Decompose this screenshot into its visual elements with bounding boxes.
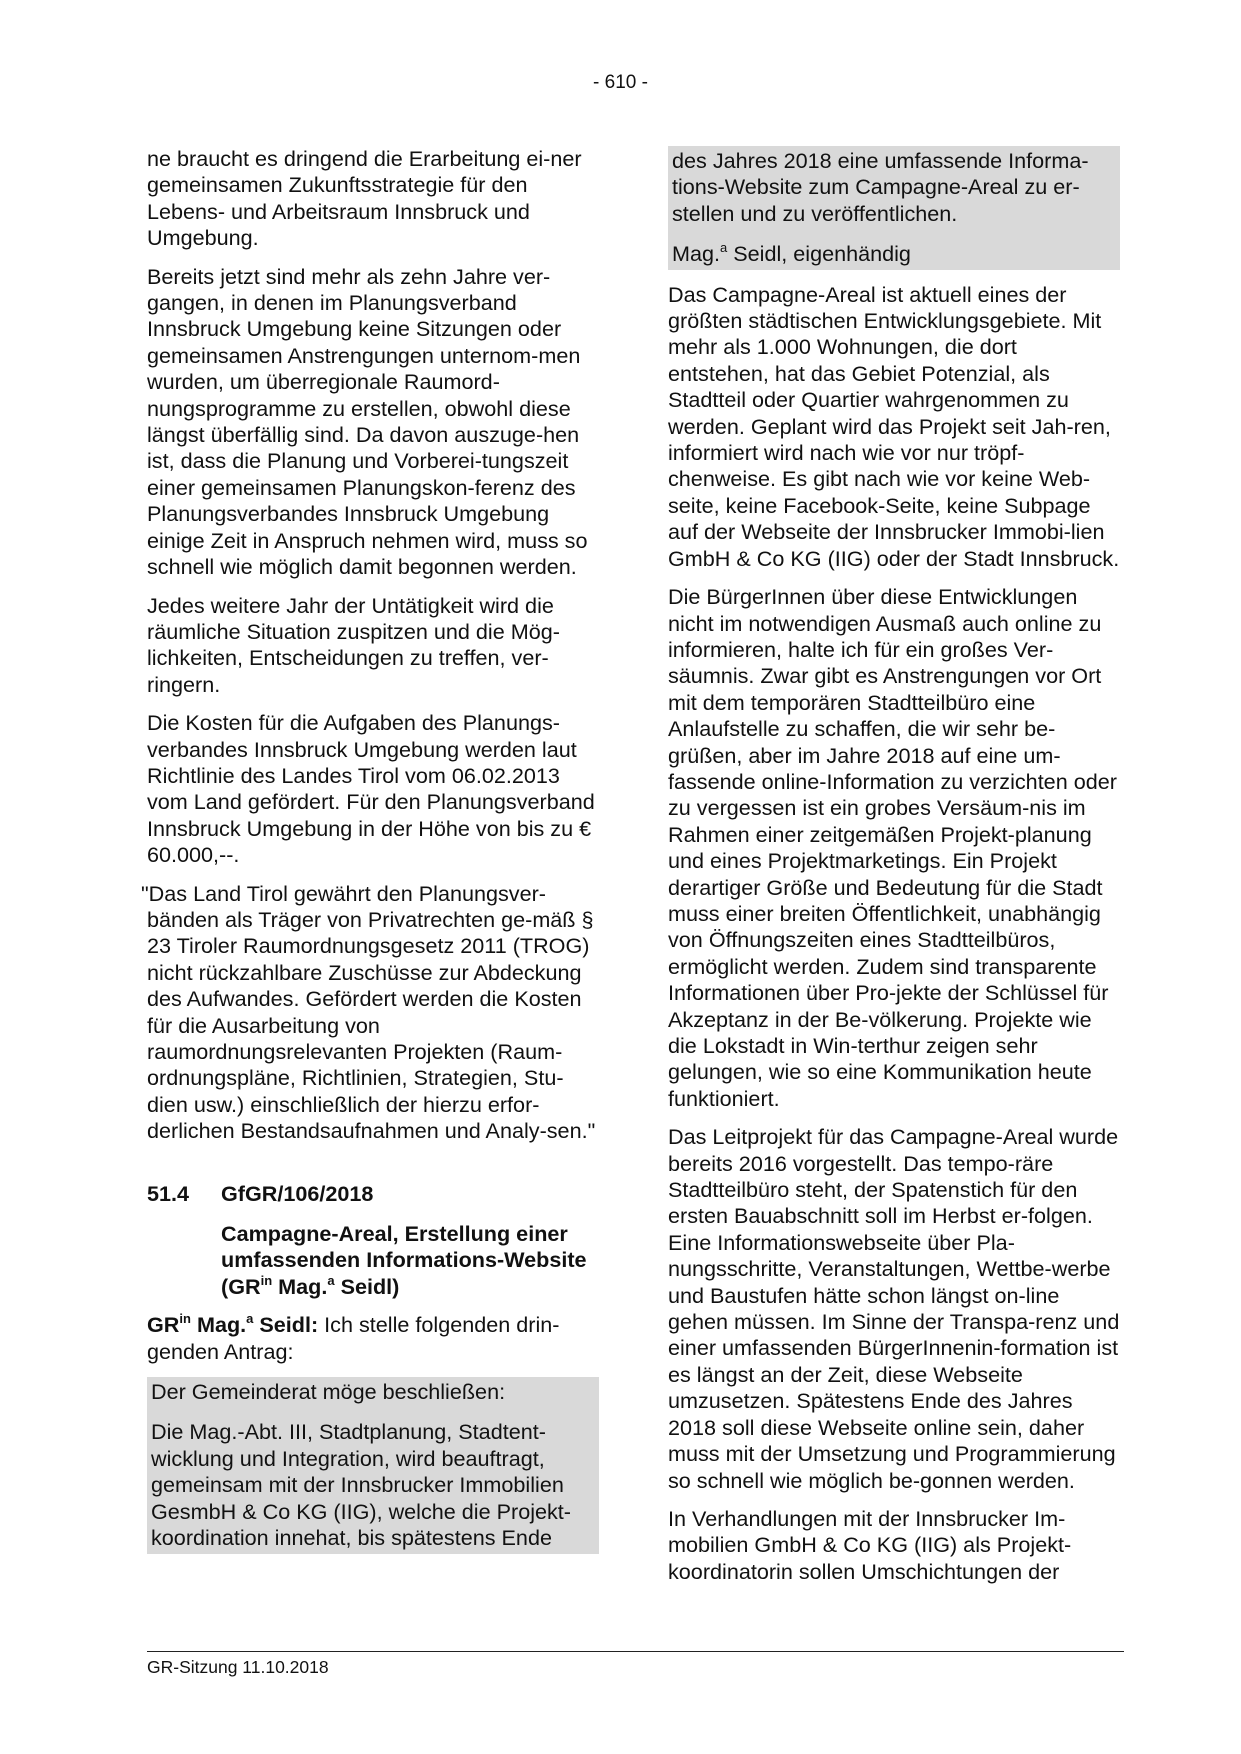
speaker-part: GR: [147, 1312, 180, 1338]
signature-part: Seidl, eigenhändig: [727, 241, 911, 267]
section-number: 51.4: [147, 1180, 190, 1206]
motion-text: Die Mag.-Abt. III, Stadtplanung, Stadtent-wicklung und Integration, wird beauftragt, gemeinsam mit der Innsbrucker Immobilien GesmbH & Co KG (IIG), welche die Projekt-koordination innehat, bis spätestens Ende: [147, 1407, 599, 1553]
motion-intro: Der Gemeinderat möge beschließen:: [147, 1377, 599, 1407]
right-paragraph-2: Die BürgerInnen über diese Entwicklungen nicht im notwendigen Ausmaß auch online zu informieren, halte ich für ein großes Ver-säumnis. Zwar gibt es Anstrengungen vor Ort mit dem temporären Stadtteilbüro eine Anlaufstelle zu schaffen, die wir sehr be-grüßen, aber im Jahre 2018 auf eine um-fassende online-Information zu verzichten oder zu vergessen ist ein grobes Versäum-nis im Rahmen einer zeitgemäßen Projekt-planung und eines Projektmarketings. Ein Projekt derartiger Größe und Bedeutung für die Stadt muss einer breiten Öffentlichkeit, unabhängig von Öffnungszeiten eines Stadtteilbüros, ermöglicht werden. Zudem sind transparente Informationen über Pro-jekte der Schlüssel für Akzeptanz in der Be-völkerung. Projekte wie die Lokstadt in Win-terthur zeigen sehr gelungen, wie so eine Kommunikation heute funktioniert.: [668, 584, 1117, 1111]
left-paragraph-4: Die Kosten für die Aufgaben des Planungs-verbandes Innsbruck Umgebung werden laut Richtlinie des Landes Tirol vom 06.02.2013 vom Land gefördert. Für den Planungsverband Innsbruck Umgebung in der Höhe von bis zu € 60.000,--.: [147, 710, 595, 868]
footer-text: GR-Sitzung 11.10.2018: [147, 1657, 329, 1677]
left-quote: "Das Land Tirol gewährt den Planungsver-bänden als Träger von Privatrechten ge-mäß § 23 Tiroler Raumordnungsgesetz 2011 (TROG) nicht rückzahlbare Zuschüsse zur Abdeckung des Aufwandes. Gefördert werden die Kosten für die Ausarbeitung von raumordnungsrelevanten Projekten (Raum-ordnungspläne, Richtlinien, Strategien, Stu-dien usw.) einschließlich der hierzu erfor-derlichen Bestandsaufnahmen und Analy-sen.": [141, 880, 596, 1144]
section-title-sup: a: [327, 1272, 335, 1288]
speaker-name: [147, 1312, 318, 1337]
section-title: [221, 1221, 599, 1300]
speaker-intro: [147, 1312, 599, 1365]
footer-divider: [147, 1651, 1124, 1652]
section-title-part: Mag.: [272, 1273, 328, 1299]
page-number: - 610 -: [593, 72, 648, 93]
right-paragraph-4: In Verhandlungen mit der Innsbrucker Im-mobilien GmbH & Co KG (IIG) als Projekt-koordinatorin sollen Umschichtungen der: [668, 1505, 1072, 1584]
left-paragraph-2: Bereits jetzt sind mehr als zehn Jahre ver-gangen, in denen im Planungsverband Innsbruck Umgebung keine Sitzungen oder gemeinsamen Anstrengungen unternom-men wurden, um überregionale Raumord-nungsprogramme zu erstellen, obwohl diese längst überfällig sind. Da davon auszuge-hen ist, dass die Planung und Vorberei-tungszeit einer gemeinsamen Planungskon-ferenz des Planungsverbandes Innsbruck Umgebung einige Zeit in Anspruch nehmen wird, muss so schnell wie möglich damit begonnen werden.: [147, 263, 588, 580]
section-title-part: Seidl): [334, 1273, 400, 1299]
speaker-part: Seidl:: [253, 1312, 319, 1338]
motion-continued: des Jahres 2018 eine umfassende Informa-tions-Website zum Campagne-Areal zu er-stellen und zu veröffentlichen.: [668, 146, 1120, 229]
left-paragraph-1: ne braucht es dringend die Erarbeitung ei-ner gemeinsamen Zukunftsstrategie für den Lebens- und Arbeitsraum Innsbruck und Umgebung.: [147, 146, 582, 251]
right-paragraph-3: Das Leitprojekt für das Campagne-Areal wurde bereits 2016 vorgestellt. Das tempo-räre Stadtteilbüro steht, der Spatenstich für den ersten Bauabschnitt soll im Herbst er-folgen. Eine Informationswebseite über Pla-nungsschritte, Veranstaltungen, Wettbe-werbe und Baustufen hätte schon längst on-line gehen müssen. Im Sinne der Transpa-renz und einer umfassenden BürgerInnenin-formation ist es längst an der Zeit, diese Webseite umzusetzen. Spätestens Ende des Jahres 2018 soll diese Webseite online sein, daher muss mit der Umsetzung und Programmierung so schnell wie möglich be-gonnen werden.: [668, 1124, 1120, 1493]
section-heading: [147, 1181, 599, 1207]
signature-part: Mag.: [672, 241, 721, 267]
left-column: [141, 146, 599, 1566]
left-paragraph-3: Jedes weitere Jahr der Untätigkeit wird die räumliche Situation zuspitzen und die Mög-lichkeiten, Entscheidungen zu treffen, ver-ringern.: [147, 592, 560, 697]
section-title-part: Campagne-Areal, Erstellung einer umfassenden Informations-Website (GR: [221, 1221, 587, 1299]
right-column: [668, 146, 1120, 1597]
speaker-text: Ich stelle folgenden drin-genden Antrag:: [147, 1312, 560, 1364]
section-title-sup: in: [260, 1272, 273, 1288]
section-code: GfGR/106/2018: [221, 1180, 374, 1206]
signature-line: [668, 229, 1120, 269]
speaker-sup: in: [179, 1311, 191, 1327]
speaker-part: Mag.: [190, 1312, 247, 1338]
speaker-sup: a: [246, 1311, 254, 1327]
right-paragraph-1: Das Campagne-Areal ist aktuell eines der größten städtischen Entwicklungsgebiete. Mit mehr als 1.000 Wohnungen, die dort entstehen, hat das Gebiet Potenzial, als Stadtteil oder Quartier wahrgenommen zu werden. Geplant wird das Projekt seit Jah-ren, informiert wird nach wie vor nur tröpf-chenweise. Es gibt nach wie vor keine Web-seite, keine Facebook-Seite, keine Subpage auf der Webseite der Innsbrucker Immobi-lien GmbH & Co KG (IIG) oder der Stadt Innsbruck.: [668, 281, 1120, 571]
signature-sup: a: [720, 240, 728, 256]
